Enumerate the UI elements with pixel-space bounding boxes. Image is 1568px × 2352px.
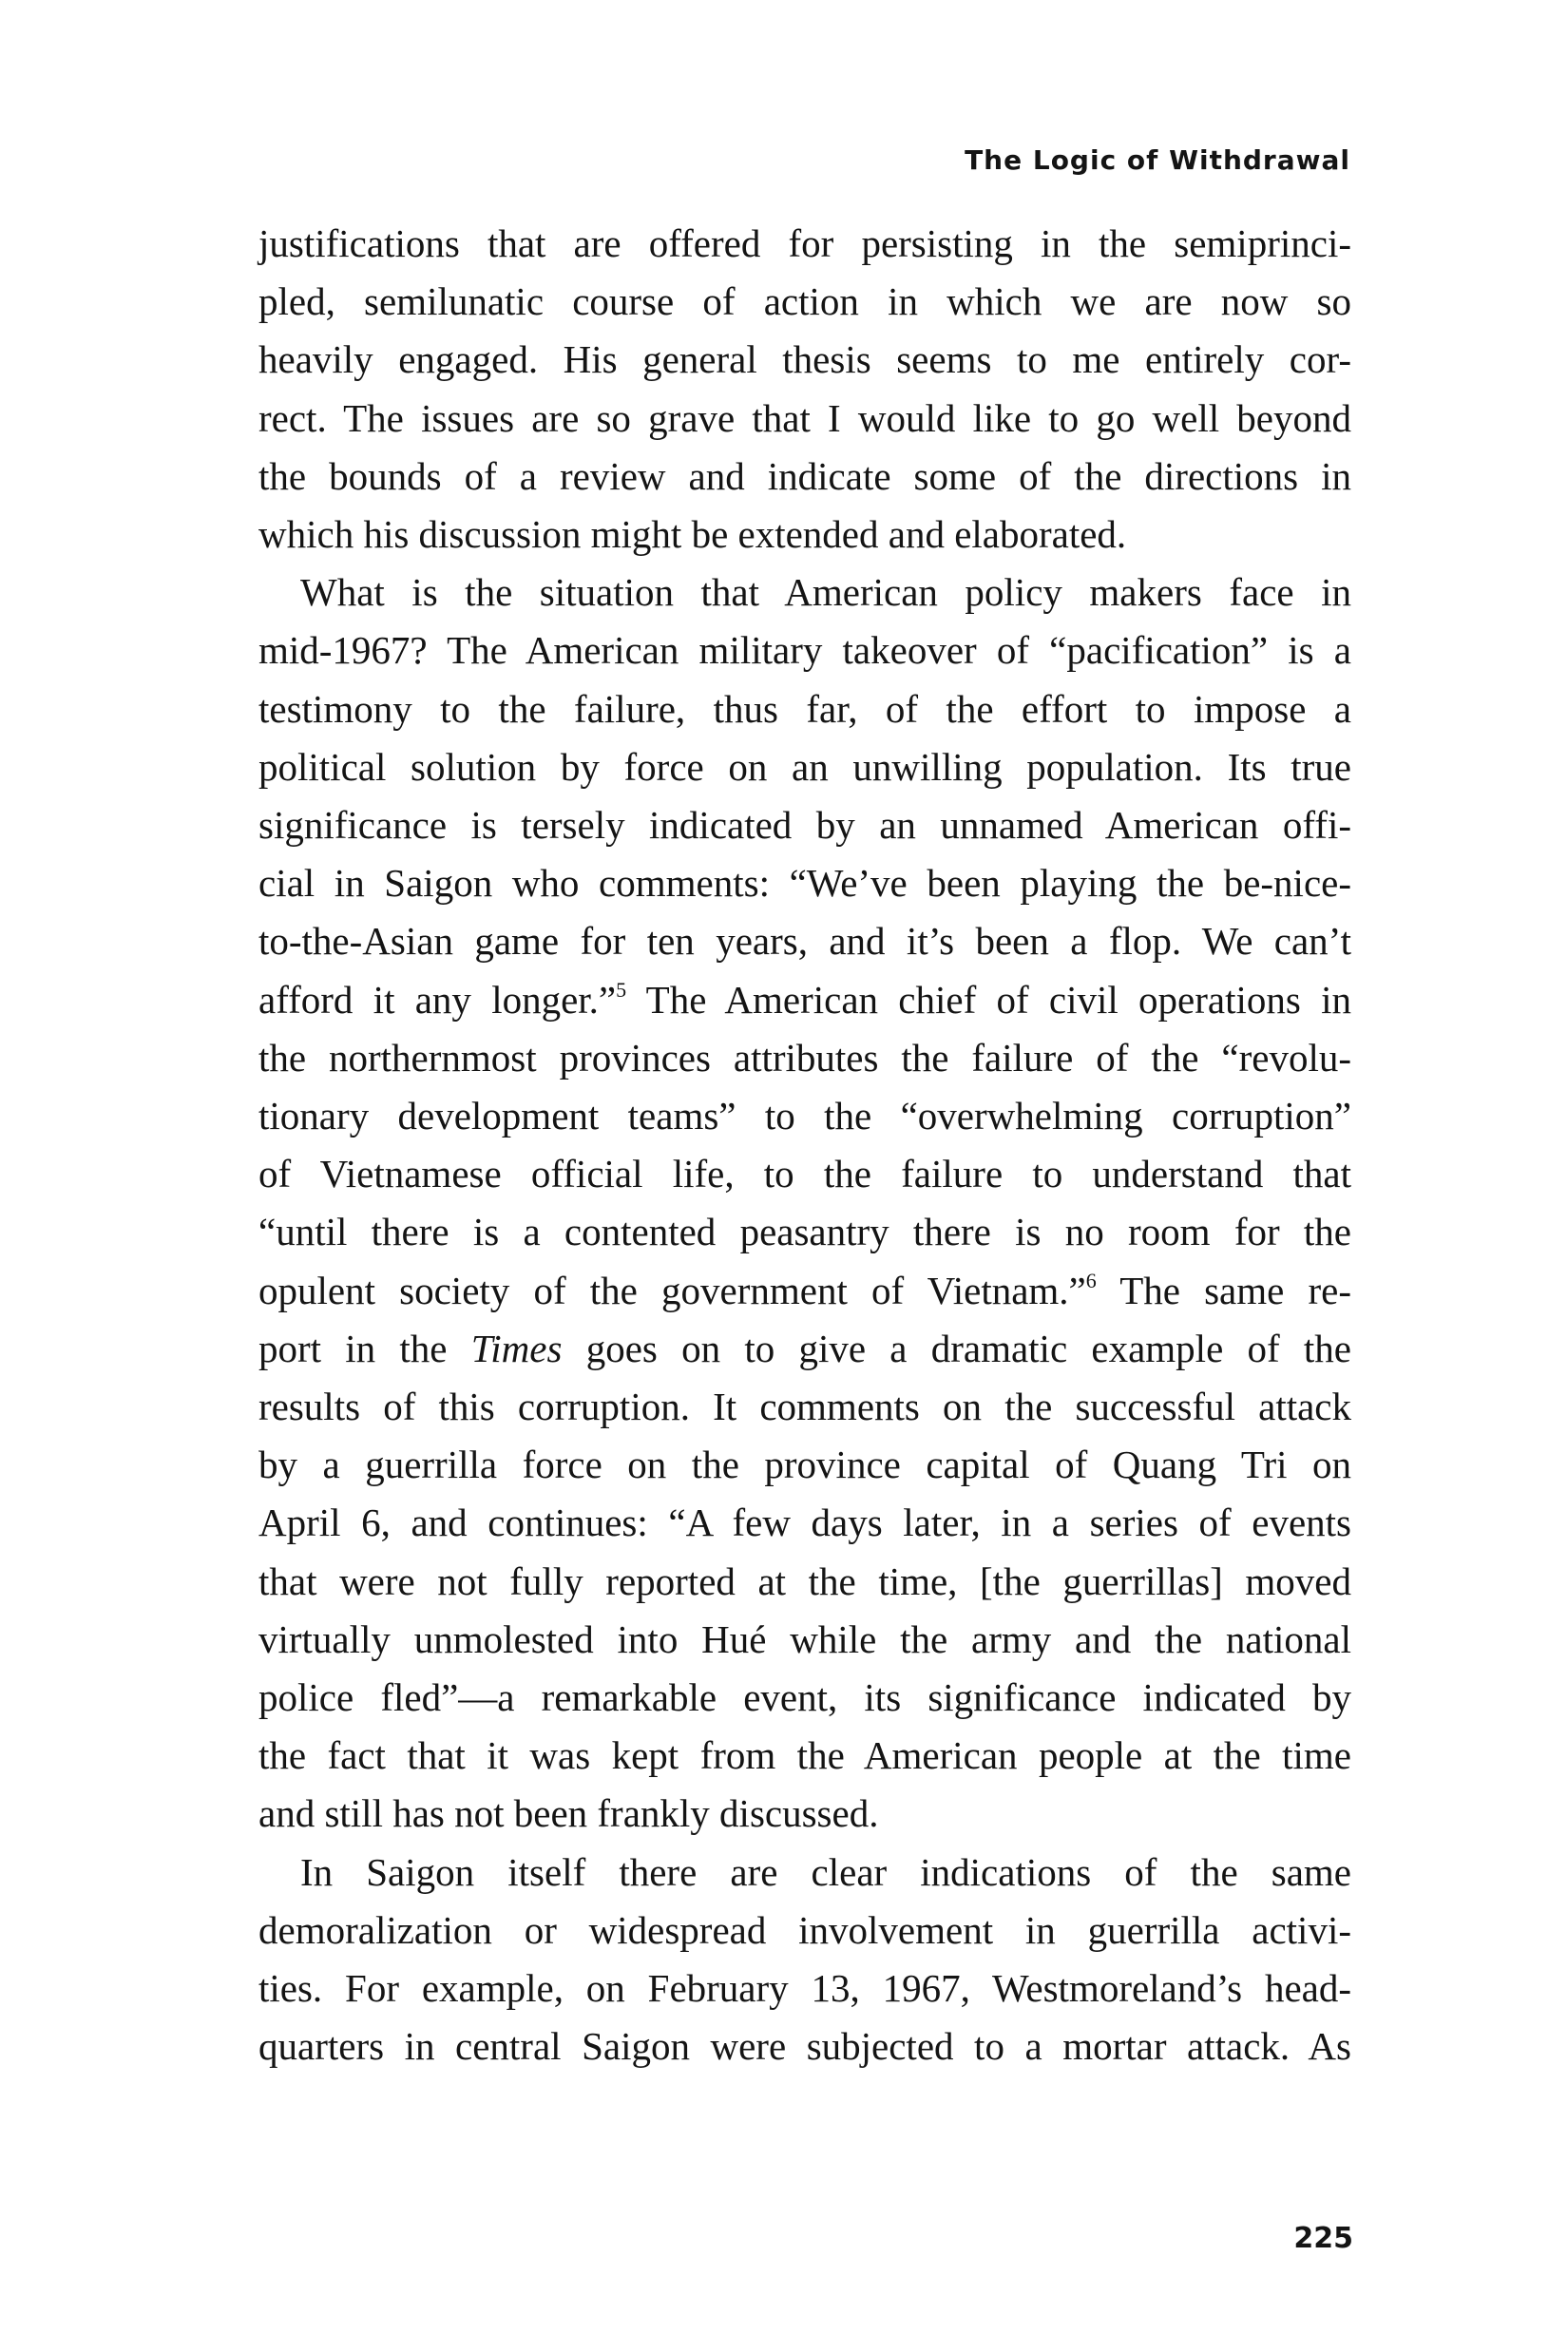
text-line: of Vietnamese official life, to the failure to understand that [258,1152,1351,1196]
text-line: ties. For example, on February 13, 1967, Westmoreland’s head- [258,1966,1351,2011]
text-line: tionary development teams” to the “overwhelming corruption” [258,1094,1351,1138]
text-line: significance is tersely indicated by an unnamed American offi- [258,803,1351,848]
text-line: heavily engaged. His general thesis seems to me entirely cor- [258,337,1351,382]
text-line: In Saigon itself there are clear indications of the same [300,1849,1351,1894]
text-segment: opulent society of the government of Vietnam.” [258,1268,1086,1312]
text-line: which his discussion might be extended and elaborated. [258,512,1127,557]
text-segment: port in the [258,1326,471,1370]
body-text [258,215,1351,2076]
text-line: pled, semilunatic course of action in which we are now so [258,279,1351,324]
italic-title: Times [470,1326,563,1370]
text-line: testimony to the failure, thus far, of the effort to impose a [258,686,1351,731]
text-line: the northernmost provinces attributes the failure of the “revolu- [258,1035,1351,1080]
text-line: quarters in central Saigon were subjected to a mortar attack. As [258,2024,1351,2069]
text-line: results of this corruption. It comments on the successful attack [258,1385,1351,1429]
text-line: that were not fully reported at the time, [the guerrillas] moved [258,1558,1351,1603]
text-segment: goes on to give a dramatic example of the [562,1326,1351,1370]
paragraph-1 [258,215,1351,564]
text-line: by a guerrilla force on the province capital of Quang Tri on [258,1443,1351,1487]
text-line: April 6, and continues: “A few days later, in a series of events [258,1501,1351,1545]
text-line: “until there is a contented peasantry there is no room for the [258,1210,1351,1254]
text-line: What is the situation that American policy makers face in [300,570,1351,615]
text-segment: afford it any longer.” [258,977,617,1022]
text-line: police fled”—a remarkable event, its significance indicated by [258,1675,1351,1720]
text-segment: The same re- [1096,1268,1352,1312]
text-line: justifications that are offered for persisting in the semiprinci- [258,221,1351,265]
text-line: and still has not been frankly discussed. [258,1791,879,1836]
paragraph-3 [258,1844,1351,2076]
text-line: cial in Saigon who comments: “We’ve been playing the be-nice- [258,861,1351,906]
text-line-with-note [258,971,1351,1029]
text-line: the fact that it was kept from the American people at the time [258,1733,1351,1778]
text-line-with-italic [258,1320,1351,1378]
text-line: virtually unmolested into Hué while the army and the national [258,1616,1351,1661]
text-line: the bounds of a review and indicate some of the directions in [258,453,1351,498]
page-number: 225 [1293,2222,1353,2255]
text-line-with-note [258,1262,1351,1320]
text-segment: The American chief of civil operations in [626,977,1351,1022]
text-line: political solution by force on an unwilling population. Its true [258,744,1351,789]
text-line: rect. The issues are so grave that I would like to go well beyond [258,395,1351,440]
footnote-marker-5: 5 [616,977,627,1002]
text-line: demoralization or widespread involvement in guerrilla activi- [258,1907,1351,1952]
running-head: The Logic of Withdrawal [965,144,1350,176]
footnote-marker-6: 6 [1085,1268,1097,1292]
text-line: mid-1967? The American military takeover of “pacification” is a [258,628,1351,673]
paragraph-2 [258,564,1351,1843]
text-line: to-the-Asian game for ten years, and it’s been a flop. We can’t [258,919,1351,964]
